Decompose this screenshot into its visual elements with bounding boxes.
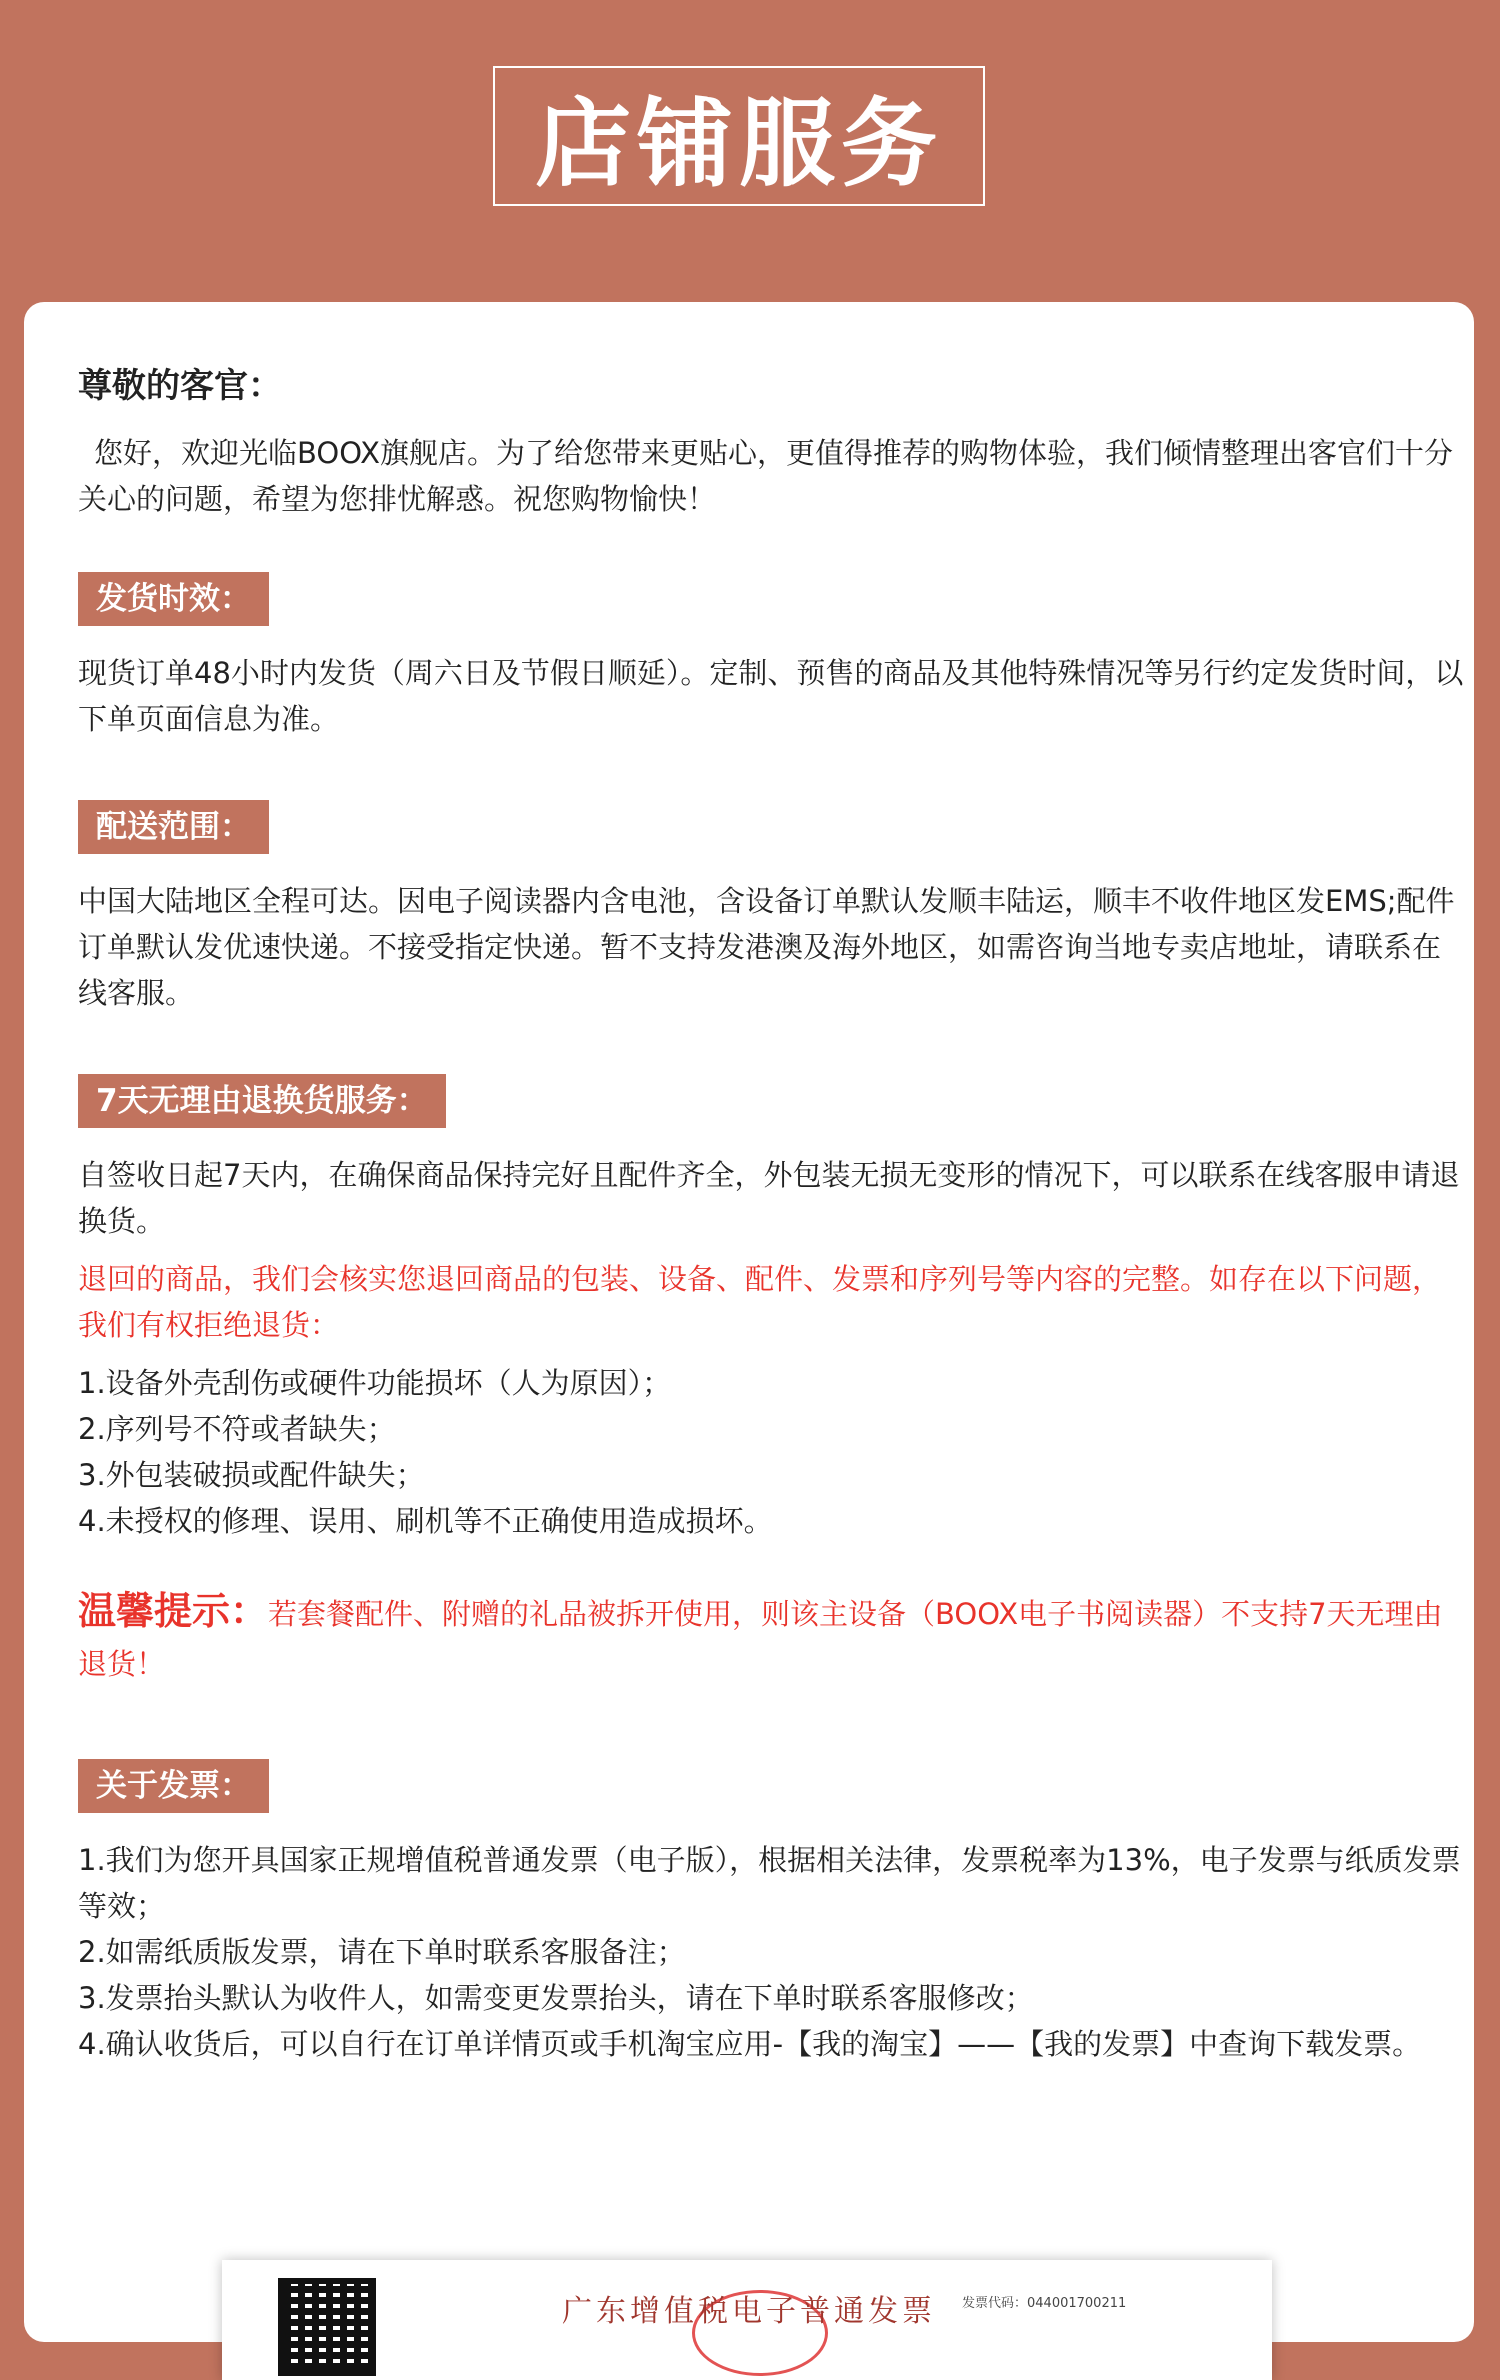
notice-label: 温馨提示： <box>78 1589 269 1633</box>
notice-text: 若套餐配件、附赠的礼品被拆开使用，则该主设备（BOOX电子书阅读器）不支持7天无理由退货！ <box>78 1597 1443 1681</box>
invoice-section <box>78 1759 1464 2067</box>
invoice-sample-title: 广东增值税电子普通发票 <box>562 2294 936 2329</box>
content-card <box>24 302 1474 2342</box>
invoice-item-1: 1.我们为您开具国家正规增值税普通发票（电子版），根据相关法律，发票税率为13%，电子发票与纸质发票等效； <box>78 1843 1461 1923</box>
shipping-label: 发货时效： <box>78 572 269 626</box>
invoice-sample-code <box>962 2292 1126 2311</box>
content-body <box>78 362 1464 2067</box>
invoice-code-value: 044001700211 <box>1027 2296 1127 2311</box>
greeting: 尊敬的客官： <box>78 366 282 406</box>
page-title: 店铺服务 <box>493 66 985 206</box>
invoice-code-label: 发票代码： <box>962 2296 1028 2311</box>
returns-label: 7天无理由退换货服务： <box>78 1074 446 1128</box>
delivery-section <box>78 800 1464 1016</box>
returns-item-2: 2.序列号不符或者缺失； <box>78 1412 396 1446</box>
returns-warning: 退回的商品，我们会核实您退回商品的包装、设备、配件、发票和序列号等内容的完整。如存在以下问题，我们有权拒绝退货： <box>78 1262 1442 1342</box>
warm-notice <box>78 1586 1464 1689</box>
delivery-label: 配送范围： <box>78 800 269 854</box>
invoice-item-3: 3.发票抬头默认为收件人，如需变更发票抬头，请在下单时联系客服修改； <box>78 1981 1034 2015</box>
shipping-text: 现货订单48小时内发货（周六日及节假日顺延）。定制、预售的商品及其他特殊情况等另行约定发货时间，以下单页面信息为准。 <box>78 656 1464 736</box>
delivery-text: 中国大陆地区全程可达。因电子阅读器内含电池，含设备订单默认发顺丰陆运，顺丰不收件地区发EMS;配件订单默认发优速快递。不接受指定快递。暂不支持发港澳及海外地区，如需咨询当地专卖店地址，请联系在线客服。 <box>78 884 1455 1010</box>
returns-text: 自签收日起7天内，在确保商品保持完好且配件齐全，外包装无损无变形的情况下，可以联系在线客服申请退换货。 <box>78 1158 1460 1238</box>
returns-item-4: 4.未授权的修理、误用、刷机等不正确使用造成损坏。 <box>78 1504 773 1538</box>
returns-item-3: 3.外包装破损或配件缺失； <box>78 1458 425 1492</box>
qr-code-icon <box>278 2278 376 2376</box>
returns-section <box>78 1074 1464 1544</box>
invoice-item-4: 4.确认收货后，可以自行在订单详情页或手机淘宝应用-【我的淘宝】——【我的发票】中查询下载发票。 <box>78 2027 1422 2061</box>
shipping-section <box>78 572 1464 742</box>
invoice-sample-image <box>222 2260 1272 2380</box>
intro-text: 您好，欢迎光临BOOX旗舰店。为了给您带来更贴心，更值得推荐的购物体验，我们倾情整理出客官们十分关心的问题，希望为您排忧解惑。祝您购物愉快！ <box>78 436 1454 516</box>
invoice-item-2: 2.如需纸质版发票，请在下单时联系客服备注； <box>78 1935 686 1969</box>
returns-item-1: 1.设备外壳刮伤或硬件功能损坏（人为原因）； <box>78 1366 672 1400</box>
invoice-label: 关于发票： <box>78 1759 269 1813</box>
